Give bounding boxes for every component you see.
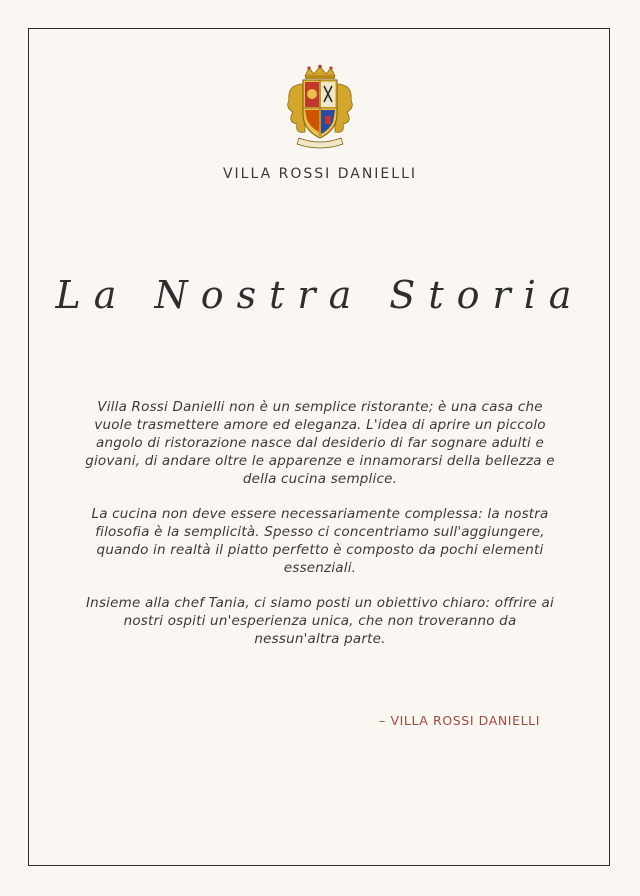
brand-name: VILLA ROSSI DANIELLI bbox=[222, 166, 418, 182]
signature: – VILLA ROSSI DANIELLI bbox=[379, 713, 540, 728]
story-paragraph: La cucina non deve essere necessariamente complessa: la nostra filosofia è la semplicità. Spesso ci concentriamo sull'aggiungere, quando in realtà il piatto perfetto è composto da pochi elementi essenziali. bbox=[91, 506, 549, 576]
coat-of-arms-icon bbox=[283, 64, 357, 152]
page-title: La Nostra Storia bbox=[55, 273, 585, 318]
story-paragraph: Villa Rossi Danielli non è un semplice ristorante; è una casa che vuole trasmettere amore ed eleganza. L'idea di aprire un piccolo angolo di ristorazione nasce dal desiderio di far sognare adulti e giovani, di andare oltre le apparenze e innamorarsi della bellezza e della cucina semplice. bbox=[85, 399, 555, 487]
story-text bbox=[80, 398, 560, 665]
story-paragraph: Insieme alla chef Tania, ci siamo posti un obiettivo chiaro: offrire ai nostri ospiti un'esperienza unica, che non troveranno da nessun'altra parte. bbox=[86, 595, 554, 647]
